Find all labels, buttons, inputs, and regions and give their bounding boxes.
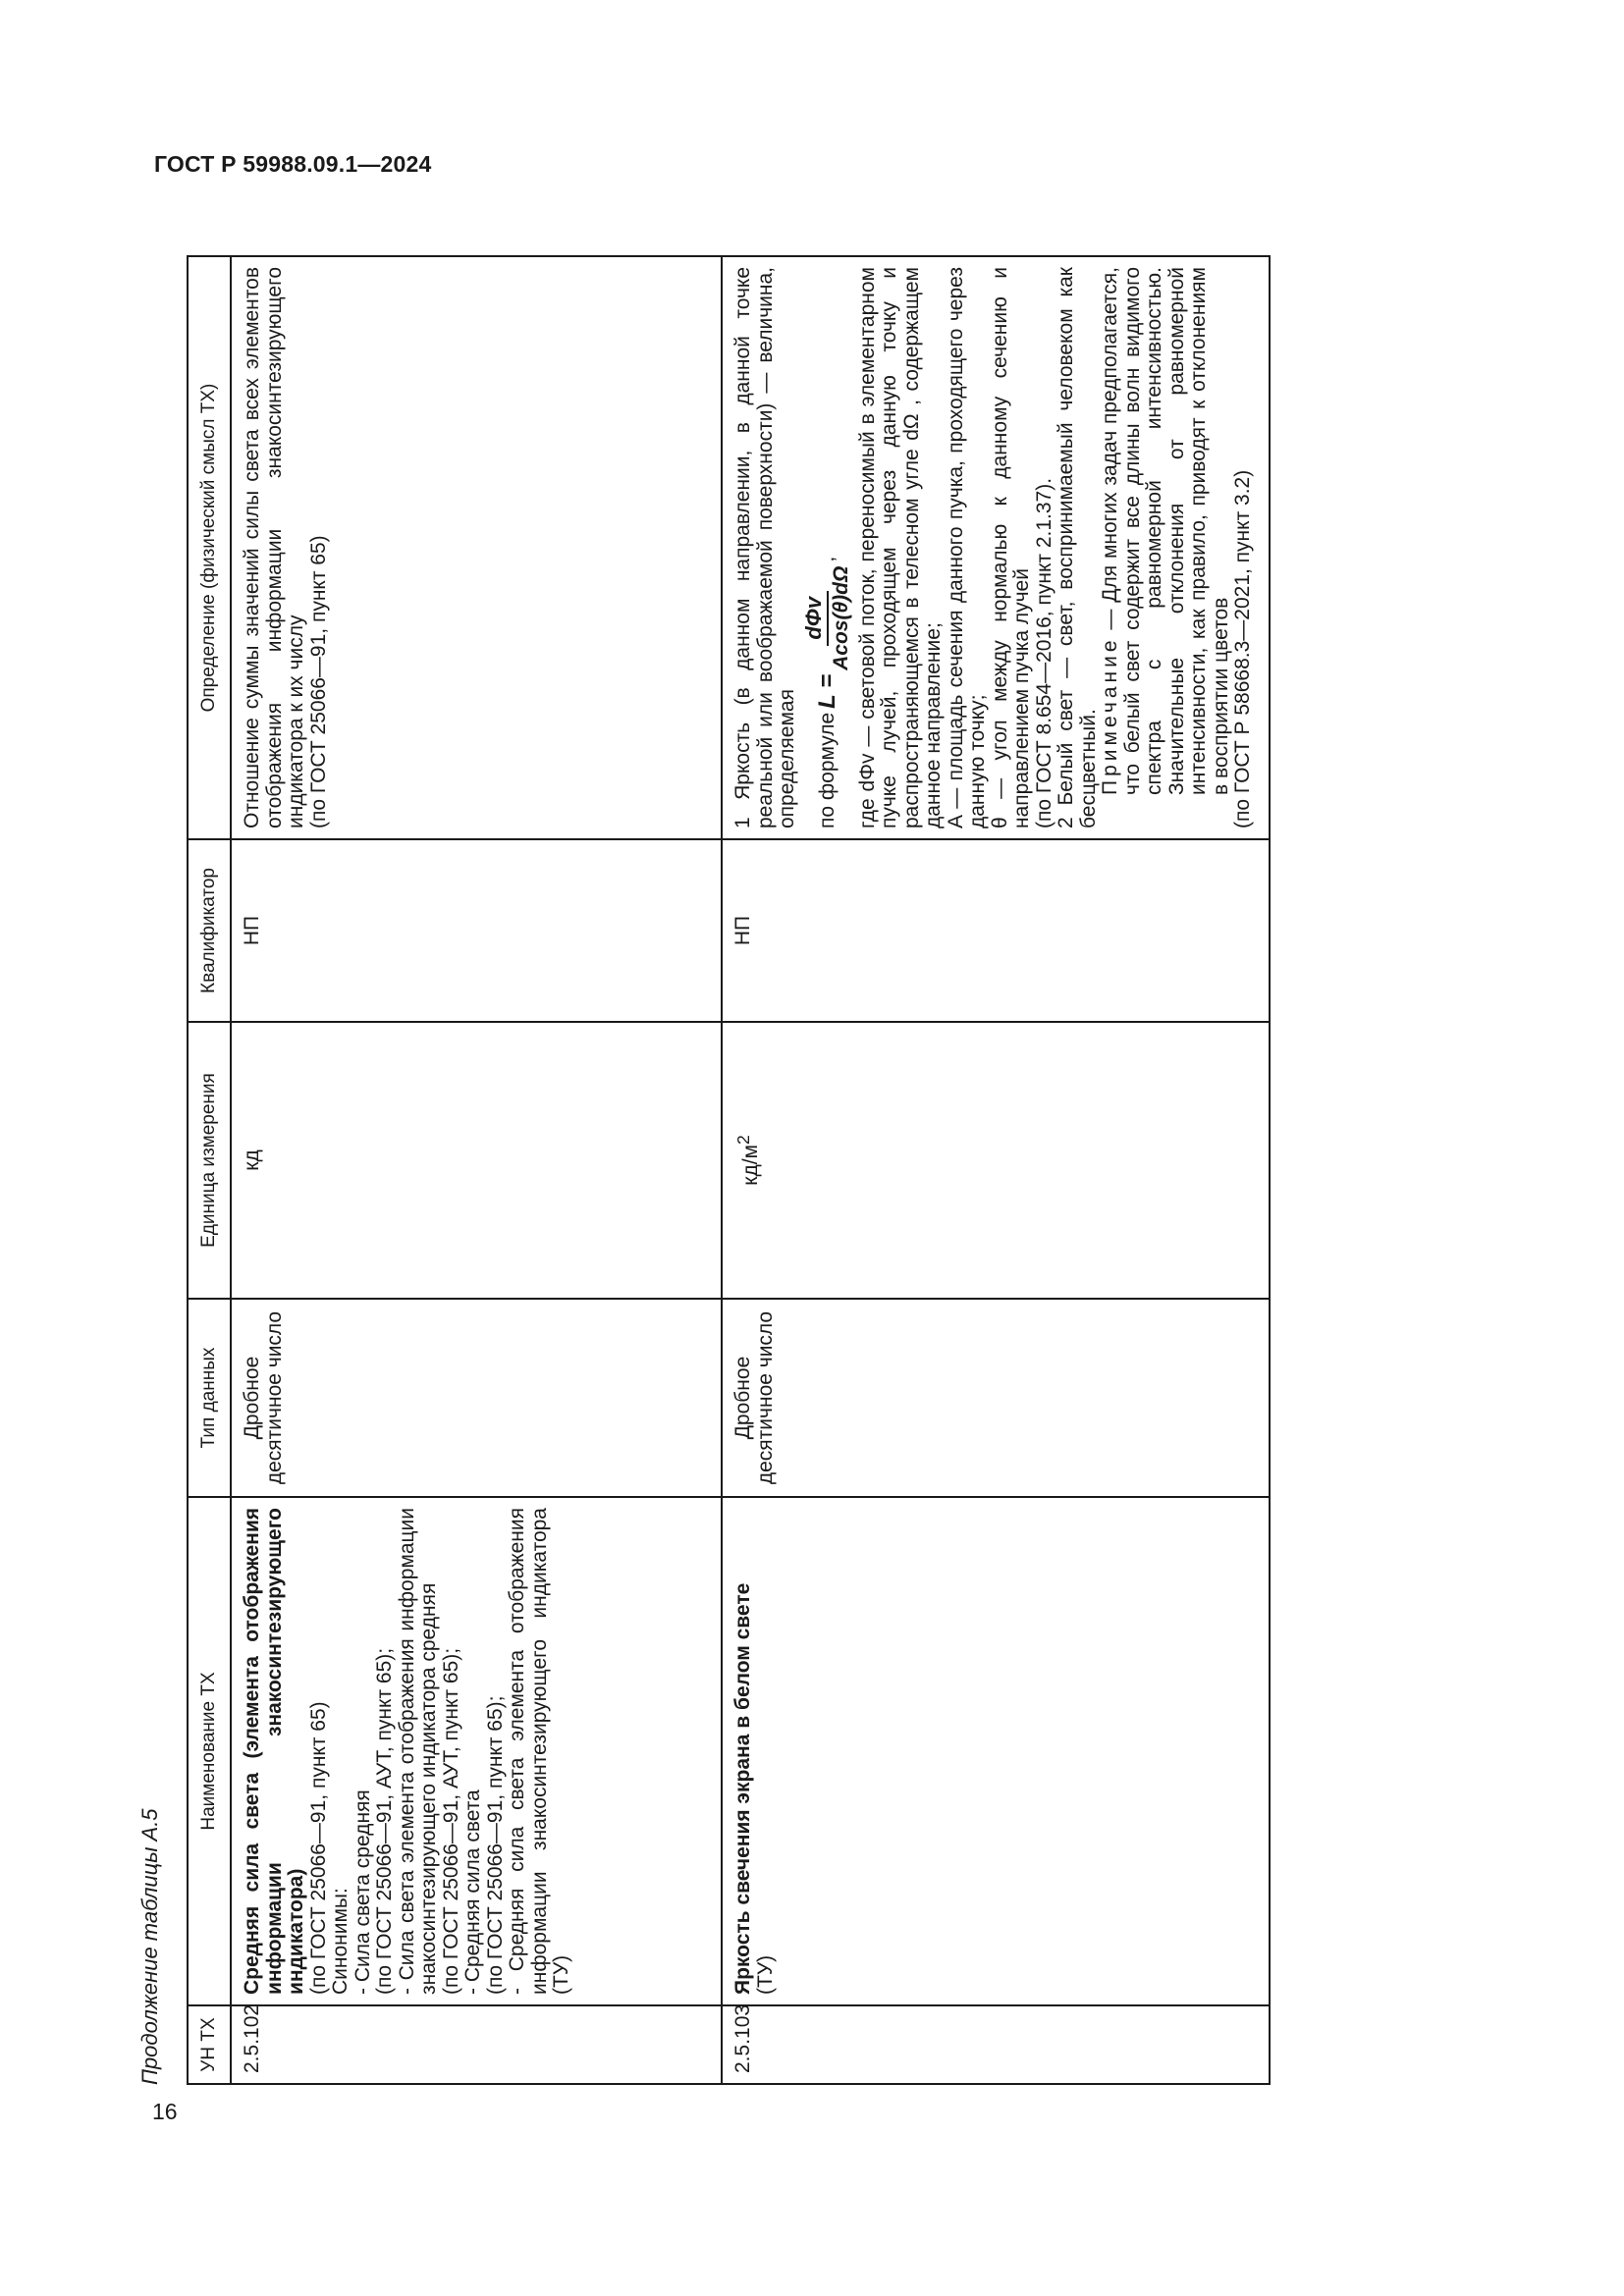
characteristic-name: Яркость свечения экрана в белом свете xyxy=(731,1582,754,1995)
unit-superscript: 2 xyxy=(733,1135,753,1146)
definition-line: θ — угол между нормалью к данному сечению и направлением пучка лучей xyxy=(988,267,1033,828)
cell-name xyxy=(722,1497,1270,2005)
cell-name xyxy=(231,1497,722,2005)
formula-denominator: Acos(θ)dΩ xyxy=(830,565,852,670)
name-line: (по ГОСТ 25066—91, АУТ, пункт 65); xyxy=(373,1647,396,1995)
formula-prefix: по формуле xyxy=(815,712,839,828)
table-caption: Продолжение таблицы А.5 xyxy=(137,1808,162,2085)
document-header-title: ГОСТ Р 59988.09.1—2024 xyxy=(154,151,432,177)
name-line: (ТУ) xyxy=(753,1954,777,1995)
formula-suffix: , xyxy=(815,556,839,562)
rotated-page-content xyxy=(137,236,1355,2130)
formula-fraction xyxy=(800,565,853,670)
luminance-formula xyxy=(800,267,853,828)
characteristics-table xyxy=(187,255,1271,2085)
name-line: (по ГОСТ 25066—91, пункт 65) xyxy=(306,1701,330,1995)
column-header-name: Наименование ТХ xyxy=(188,1497,231,2005)
characteristic-name: Средняя сила света (элемента отображения информации знакосинтезирующего индикатора) xyxy=(241,1508,307,1995)
table-row xyxy=(231,256,722,2084)
name-line: - Сила света элемента отображения информации знакосинтезирующего индикатора средняя xyxy=(395,1508,440,1995)
column-header-definition: Определение (физический смысл ТХ) xyxy=(188,256,231,839)
definition-line: A — площадь сечения данного пучка, проходящего через данную точку; xyxy=(944,267,989,828)
page-number: 16 xyxy=(152,2099,178,2124)
name-line: (по ГОСТ 25066—91, АУТ, пункт 65); xyxy=(439,1647,462,1995)
formula-numerator: dΦv xyxy=(803,591,830,646)
definition-line: (по ГОСТ 8.654—2016, пункт 2.1.37). xyxy=(1032,477,1056,828)
cell-definition xyxy=(722,256,1270,839)
name-line: Синонимы: xyxy=(329,1888,352,1995)
definition-line: 2 Белый свет — свет, воспринимаемый человеком как бесцветный. xyxy=(1055,267,1100,828)
cell-definition xyxy=(231,256,722,839)
name-line: - Сила света средняя xyxy=(351,1789,374,1995)
column-header-id: УН ТХ xyxy=(188,2005,231,2084)
definition-intro: 1 Яркость (в данном направлении, в данной точке реальной или воображаемой поверхности) — величина, определяемая xyxy=(731,267,798,828)
cell-qualifier: НП xyxy=(722,839,1270,1022)
cell-id: 2.5.102 xyxy=(231,2005,722,2084)
table-row xyxy=(722,256,1270,2084)
name-line: - Средняя сила света xyxy=(461,1789,484,1995)
note-text: — Для многих задач предполагается, что белый свет содержит все длины волн видимого спектра с равномерной интенсивностью. Значительные отклонения от равномерной интенсивности, как правило, приводят к отклонениям в восприятии цветов xyxy=(1099,267,1232,795)
cell-data-type: Дробное десятичное число xyxy=(231,1299,722,1497)
formula-lhs: L = xyxy=(813,673,840,709)
note-reference: (по ГОСТ Р 58668.3—2021, пункт 3.2) xyxy=(1231,469,1254,828)
column-header-unit: Единица измерения xyxy=(188,1022,231,1299)
cell-unit: кд xyxy=(231,1022,722,1299)
cell-data-type: Дробное десятичное число xyxy=(722,1299,1270,1497)
column-header-data-type: Тип данных xyxy=(188,1299,231,1497)
note-paragraph xyxy=(1100,267,1232,828)
definition-line: где dΦv — световой поток, переносимый в элементарном пучке лучей, проходящем через данную точку и распространяющемся в телесном угле dΩ , содержащем данное направление; xyxy=(855,267,945,828)
definition-line: (по ГОСТ 25066—91, пункт 65) xyxy=(306,535,330,828)
column-header-qualifier: Квалификатор xyxy=(188,839,231,1022)
table-header-row xyxy=(188,256,231,2084)
definition-line: Отношение суммы значений силы света всех элементов отображения информации знакосинтезирующего индикатора к их числу xyxy=(241,267,307,828)
unit-text: кд/м xyxy=(739,1145,762,1186)
cell-unit xyxy=(722,1022,1270,1299)
note-label: Примечание xyxy=(1099,636,1121,795)
name-line: (по ГОСТ 25066—91, пункт 65); xyxy=(483,1695,507,1995)
cell-qualifier: НП xyxy=(231,839,722,1022)
cell-id: 2.5.103 xyxy=(722,2005,1270,2084)
name-line: - Средняя сила света элемента отображения информации знакосинтезирующего индикатора (ТУ) xyxy=(506,1508,572,1995)
